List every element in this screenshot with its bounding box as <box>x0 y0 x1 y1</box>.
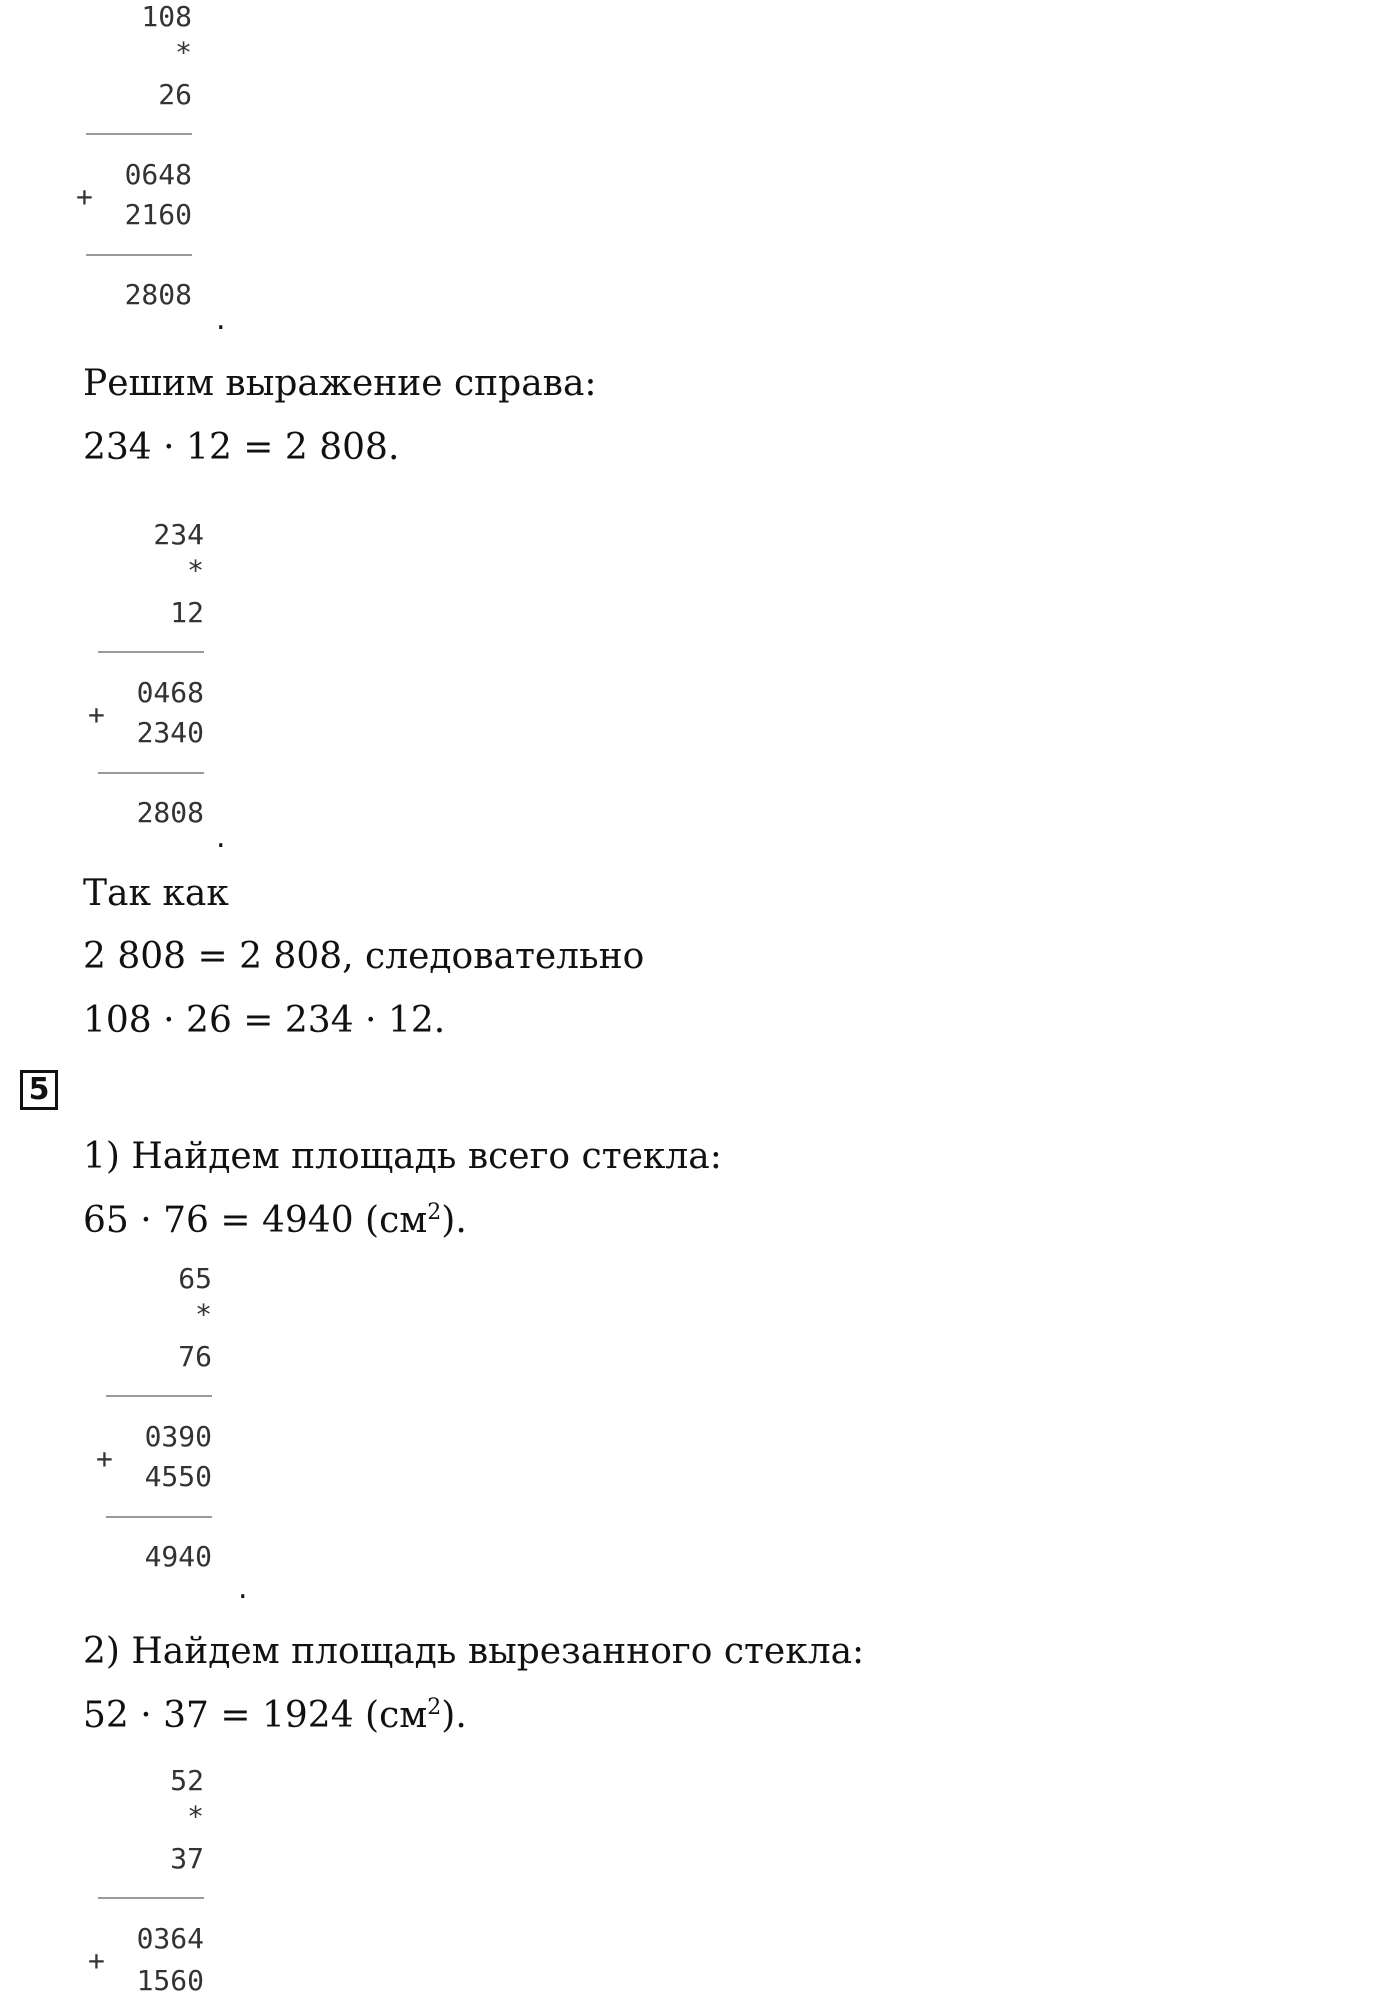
factor-2: 76 <box>178 1340 212 1373</box>
rule-line <box>86 254 192 256</box>
equation-area-cut-end: ). <box>441 1695 467 1736</box>
factor-1: 108 <box>141 0 192 33</box>
plus-sign: + <box>76 180 93 213</box>
trailing-period: . <box>216 820 226 855</box>
equation-area-cut <box>83 1694 467 1738</box>
column-multiplication-3 <box>96 1262 248 1606</box>
trailing-period: . <box>238 1571 248 1606</box>
task-number-badge: 5 <box>20 1070 58 1110</box>
plus-sign: + <box>88 1944 105 1977</box>
column-multiplication-4 <box>88 1764 204 2000</box>
multiply-operator: * <box>195 1298 212 1331</box>
factor-2: 37 <box>170 1842 204 1875</box>
partial-product-1: 0648 <box>124 158 192 191</box>
column-multiplication-2 <box>88 518 226 858</box>
multiply-operator: * <box>187 1800 204 1833</box>
conclusion-equation: 108 · 26 = 234 · 12. <box>83 1000 446 1041</box>
product-result: 4940 <box>144 1540 212 1573</box>
product-result: 2808 <box>124 278 192 311</box>
rule-line <box>98 772 204 774</box>
equality-hence: 2 808 = 2 808, следовательно <box>83 936 645 977</box>
rule-line <box>98 651 204 653</box>
multiply-operator: * <box>175 36 192 69</box>
plus-sign: + <box>96 1442 113 1475</box>
plus-sign: + <box>88 698 105 731</box>
partial-product-1: 0364 <box>136 1922 204 1955</box>
factor-1: 234 <box>153 518 204 551</box>
rule-line <box>106 1516 212 1518</box>
squared-exponent: 2 <box>427 1200 442 1225</box>
since-text: Так как <box>83 873 229 914</box>
equation-area-full-end: ). <box>441 1200 467 1241</box>
equation-right: 234 · 12 = 2 808. <box>83 427 400 468</box>
trailing-period: . <box>216 302 226 337</box>
partial-product-2: 4550 <box>144 1460 212 1493</box>
squared-exponent: 2 <box>427 1695 442 1720</box>
equation-area-cut-main: 52 · 37 = 1924 (см <box>83 1695 428 1736</box>
solve-right-text: Решим выражение справа: <box>83 363 597 404</box>
partial-product-2: 2160 <box>124 198 192 231</box>
partial-product-2: 2340 <box>136 716 204 749</box>
partial-product-2: 1560 <box>136 1964 204 1997</box>
rule-line <box>86 133 192 135</box>
factor-2: 12 <box>170 596 204 629</box>
multiply-operator: * <box>187 554 204 587</box>
rule-line <box>98 1897 204 1899</box>
partial-product-1: 0468 <box>136 676 204 709</box>
step-1-text: 1) Найдем площадь всего стекла: <box>83 1136 722 1177</box>
column-multiplication-1 <box>76 0 226 340</box>
factor-1: 52 <box>170 1764 204 1797</box>
step-2-text: 2) Найдем площадь вырезанного стекла: <box>83 1631 865 1672</box>
equation-area-full-main: 65 · 76 = 4940 (см <box>83 1200 428 1241</box>
factor-2: 26 <box>158 78 192 111</box>
factor-1: 65 <box>178 1262 212 1295</box>
product-result: 2808 <box>136 796 204 829</box>
rule-line <box>106 1395 212 1397</box>
equation-area-full <box>83 1199 467 1243</box>
partial-product-1: 0390 <box>144 1420 212 1453</box>
